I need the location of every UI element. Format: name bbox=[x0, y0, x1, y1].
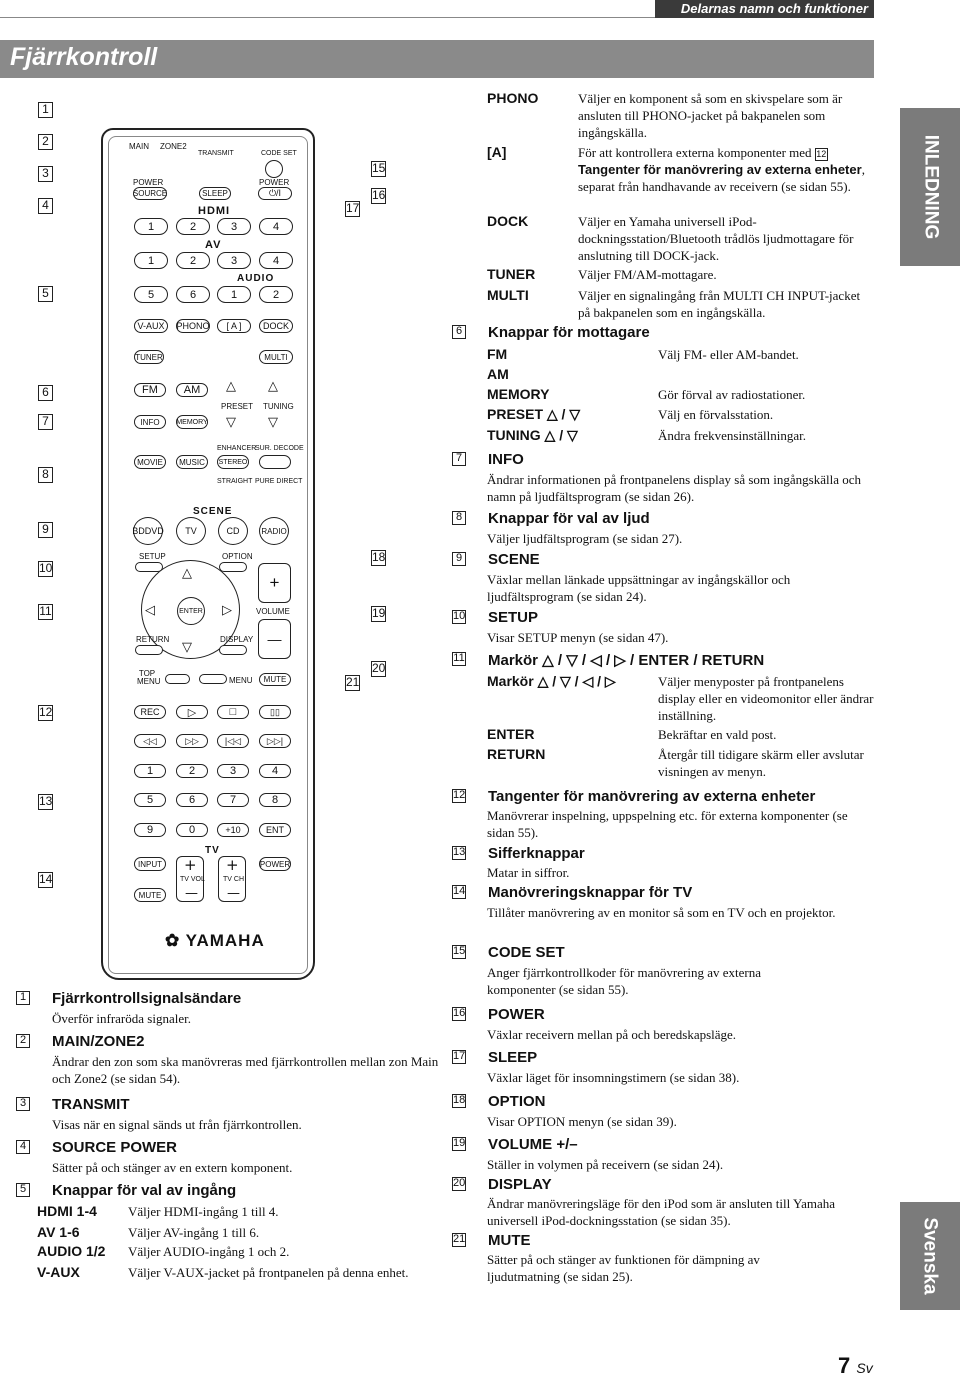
code-set-button[interactable] bbox=[265, 160, 283, 178]
av-label: AV bbox=[205, 239, 222, 251]
cursor-down-icon[interactable]: ▽ bbox=[182, 640, 192, 655]
mute-button[interactable]: MUTE bbox=[259, 673, 291, 686]
cursor-left-icon[interactable]: ◁ bbox=[145, 603, 155, 618]
info-button[interactable]: INFO bbox=[134, 415, 166, 429]
av-6-button[interactable]: 6 bbox=[176, 286, 210, 303]
tuner-button[interactable]: TUNER bbox=[134, 350, 164, 364]
callout-8: 8 bbox=[38, 466, 53, 484]
a-button[interactable]: [ A ] bbox=[217, 319, 251, 333]
dock-row-desc: Väljer en Yamaha universell iPod-dockningsstation/Bluetooth trådlös ljudmottagare för anslutning till DOCK-jack. bbox=[578, 214, 854, 263]
title-band bbox=[0, 40, 874, 78]
enter-row-desc: Bekräftar en vald post. bbox=[658, 727, 777, 742]
power-right-label: POWER bbox=[259, 178, 290, 187]
power-button[interactable]: ⏻/I bbox=[258, 187, 292, 200]
multi-row-label: MULTI bbox=[487, 287, 529, 303]
item-12: 12 Tangenter för manövrering av externa enheter Manövrerar inspelning, uppspelning etc. för externa komponenter (se sidan 55). bbox=[453, 788, 848, 840]
hdmi-4-button[interactable]: 4 bbox=[259, 218, 293, 235]
memory-row-desc: Gör förval av radiostationer. bbox=[658, 387, 806, 402]
item-4: 4 SOURCE POWER Sätter på och stänger av en extern komponent. bbox=[16, 1139, 426, 1179]
hdmi-3-button[interactable]: 3 bbox=[217, 218, 251, 235]
cursor-up-icon[interactable]: △ bbox=[182, 566, 192, 581]
rewind-icon[interactable]: ◁◁ bbox=[134, 734, 166, 748]
item-14: 14 Manövreringsknappar för TV Tillåter manövrering av en monitor så som en TV och en projektor. bbox=[453, 884, 836, 920]
audio-row-desc: Väljer AUDIO-ingång 1 och 2. bbox=[128, 1244, 290, 1259]
callout-20: 20 bbox=[372, 661, 386, 676]
av-3-button[interactable]: 3 bbox=[217, 252, 251, 269]
tv-ch-plus-icon: + bbox=[226, 856, 239, 874]
num-4-button[interactable]: 4 bbox=[259, 764, 291, 778]
am-button[interactable]: AM bbox=[176, 383, 208, 397]
audio-row-label: AUDIO 1/2 bbox=[37, 1243, 106, 1259]
fm-button[interactable]: FM bbox=[134, 383, 166, 397]
av-4-button[interactable]: 4 bbox=[259, 252, 293, 269]
item-19: 19 VOLUME +/– Ställer in volymen på receivern (se sidan 24). bbox=[453, 1136, 724, 1172]
tv-section-label: TV bbox=[205, 845, 220, 856]
callout-5: 5 bbox=[38, 285, 53, 303]
code-set-label: CODE SET bbox=[261, 150, 297, 157]
callout-7: 7 bbox=[38, 413, 53, 431]
num-6-button[interactable]: 6 bbox=[176, 793, 208, 807]
menu-button[interactable] bbox=[199, 674, 227, 684]
item-8: 8 Knappar för val av ljud Väljer ljudfältsprogram (se sidan 27). bbox=[452, 510, 872, 550]
volume-down-button[interactable]: — bbox=[258, 619, 291, 659]
hdmi-label: HDMI bbox=[198, 205, 231, 217]
scene-tv-button[interactable]: TV bbox=[176, 517, 206, 545]
num-2-button[interactable]: 2 bbox=[176, 764, 208, 778]
stop-icon[interactable]: □ bbox=[217, 705, 249, 719]
tv-vol-minus-icon: — bbox=[185, 886, 198, 901]
top-menu-label: TOP MENU bbox=[137, 669, 161, 686]
tuning-label: TUNING bbox=[263, 402, 294, 411]
preset-label: PRESET bbox=[221, 402, 254, 411]
memory-row-label: MEMORY bbox=[487, 386, 550, 402]
cursor-right-icon[interactable]: ▷ bbox=[222, 603, 232, 618]
music-button[interactable]: MUSIC bbox=[176, 455, 208, 469]
tv-ch-label: TV CH bbox=[223, 876, 244, 883]
source-power-button[interactable]: SOURCE bbox=[132, 189, 168, 198]
audio-2-button[interactable]: 2 bbox=[259, 286, 293, 303]
fm-row-label: FM bbox=[487, 346, 508, 362]
fm-row-desc: Välj FM- eller AM-bandet. bbox=[658, 347, 799, 362]
callout-18: 18 bbox=[372, 550, 386, 565]
top-menu-button[interactable] bbox=[165, 674, 190, 684]
skip-forward-icon[interactable]: ▷▷| bbox=[259, 734, 291, 748]
num-3-button[interactable]: 3 bbox=[217, 764, 249, 778]
scene-label: SCENE bbox=[193, 506, 233, 517]
sur-decode-label: SUR. DECODE bbox=[255, 445, 304, 452]
preset-down-icon[interactable]: ▽ bbox=[226, 415, 236, 430]
tv-input-button[interactable]: INPUT bbox=[134, 857, 166, 871]
num-9-button[interactable]: 9 bbox=[134, 823, 166, 837]
scene-bd-dvd-button[interactable]: BD DVD bbox=[133, 517, 163, 545]
tv-power-button[interactable]: POWER bbox=[259, 857, 291, 871]
item-10: 10 SETUP Visar SETUP menyn (se sidan 47). bbox=[453, 609, 669, 645]
page-title: Fjärrkontroll bbox=[10, 43, 158, 71]
av-row-label: AV 1-6 bbox=[37, 1224, 80, 1240]
item-13: 13 Sifferknappar Matar in siffror. bbox=[453, 845, 585, 880]
callout-4: 4 bbox=[38, 197, 53, 215]
num-8-button[interactable]: 8 bbox=[259, 793, 291, 807]
page-number: 7 Sv bbox=[838, 1353, 873, 1378]
volume-up-button[interactable]: + bbox=[258, 563, 291, 603]
tuner-row-desc: Väljer FM/AM-mottagare. bbox=[578, 267, 717, 282]
cursor-row-label: Markör △ / ▽ / ◁ / ▷ bbox=[487, 673, 616, 689]
power-left-label: POWER bbox=[133, 178, 164, 187]
callout-21: 21 bbox=[346, 675, 360, 690]
play-icon[interactable]: ▷ bbox=[176, 705, 208, 719]
zone2-label: ZONE2 bbox=[160, 142, 187, 151]
tuning-row-desc: Ändra frekvensinställningar. bbox=[658, 428, 807, 443]
callout-9: 9 bbox=[38, 521, 53, 539]
multi-row-desc: Väljer en signalingång från MULTI CH INPUT-jacket på bakpanelen som en ingångskälla. bbox=[578, 288, 861, 320]
item-20: 20 DISPLAY Ändrar manövreringsläge för den iPod som är ansluten till Yamaha universell iPod-dockningsstation (se sidan 35). bbox=[453, 1176, 836, 1228]
num-5-button[interactable]: 5 bbox=[134, 793, 166, 807]
callout-16: 16 bbox=[372, 188, 386, 203]
memory-button[interactable]: MEMORY bbox=[176, 415, 208, 429]
dock-row-label: DOCK bbox=[487, 213, 529, 229]
phono-row-label: PHONO bbox=[487, 90, 539, 106]
av-2-button[interactable]: 2 bbox=[176, 252, 210, 269]
enter-button[interactable]: ENTER bbox=[177, 597, 205, 625]
volume-label: VOLUME bbox=[256, 607, 290, 616]
pause-icon[interactable]: ▯▯ bbox=[259, 705, 291, 719]
scene-radio-button[interactable]: RADIO bbox=[259, 517, 289, 545]
vaux-row-desc: Väljer V-AUX-jacket på frontpanelen på denna enhet. bbox=[128, 1265, 409, 1280]
item-9: 9 SCENE Växlar mellan länkade uppsättningar av ingångskällor och ljudfältsprogram (se sidan 24). bbox=[452, 551, 872, 609]
option-button[interactable] bbox=[219, 562, 247, 572]
item-7: 7 INFO Ändrar informationen på frontpanelens display så som ingångskälla och namn på ljudfältsprogram (se sidan 26). bbox=[452, 451, 872, 509]
callout-3: 3 bbox=[38, 165, 53, 183]
item-6: 6 Knappar för mottagare bbox=[452, 324, 872, 344]
callout-2: 2 bbox=[38, 133, 53, 151]
callout-15: 15 bbox=[372, 161, 386, 176]
return-label: RETURN bbox=[136, 635, 170, 644]
multi-button[interactable]: MULTI bbox=[259, 350, 293, 364]
transmit-label: TRANSMIT bbox=[198, 150, 234, 157]
item-15: 15 CODE SET Anger fjärrkontrollkoder för manövrering av externa komponenter (se sidan 55). bbox=[453, 944, 761, 997]
callout-17: 17 bbox=[346, 201, 360, 216]
item-2: 2 MAIN/ZONE2 Ändrar den zon som ska manövreras med fjärrkontrollen mellan zon Main och Zone2 (se sidan 54). bbox=[16, 1033, 426, 1093]
av-5-button[interactable]: 5 bbox=[134, 286, 168, 303]
movie-button[interactable]: MOVIE bbox=[134, 455, 166, 469]
item-18: 18 OPTION Visar OPTION menyn (se sidan 39). bbox=[453, 1093, 677, 1129]
hdmi-row-label: HDMI 1-4 bbox=[37, 1203, 97, 1219]
callout-13: 13 bbox=[39, 794, 53, 809]
tab-inledning: INLEDNING bbox=[900, 108, 960, 266]
cursor-row-desc: Väljer menyposter på frontpanelens display eller en videomonitor eller ändrar inställning. bbox=[658, 674, 874, 723]
return-button[interactable] bbox=[135, 645, 163, 655]
vaux-row-label: V-AUX bbox=[37, 1264, 80, 1280]
preset-up-icon[interactable]: △ bbox=[226, 379, 236, 394]
rec-button[interactable]: REC bbox=[134, 705, 166, 719]
item-3: 3 TRANSMIT Visas när en signal sänds ut från fjärrkontrollen. bbox=[16, 1096, 426, 1136]
item-17: 17 SLEEP Växlar läget för insomningstimern (se sidan 38). bbox=[453, 1049, 740, 1085]
vaux-button[interactable]: V-AUX bbox=[134, 319, 168, 333]
section-tag: Delarnas namn och funktioner bbox=[655, 0, 874, 18]
audio-label: AUDIO bbox=[237, 273, 275, 284]
fast-forward-icon[interactable]: ▷▷ bbox=[176, 734, 208, 748]
tv-ch-minus-icon: — bbox=[227, 886, 240, 901]
stereo-button[interactable]: STEREO bbox=[217, 455, 249, 469]
av-row-desc: Väljer AV-ingång 1 till 6. bbox=[128, 1225, 260, 1240]
tuner-row-label: TUNER bbox=[487, 266, 536, 282]
num-plus10-button[interactable]: +10 bbox=[217, 823, 249, 837]
callout-10: 10 bbox=[39, 561, 53, 576]
num-1-button[interactable]: 1 bbox=[134, 764, 166, 778]
setup-label: SETUP bbox=[139, 552, 166, 561]
hdmi-row-desc: Väljer HDMI-ingång 1 till 4. bbox=[128, 1204, 279, 1219]
av-1-button[interactable]: 1 bbox=[134, 252, 168, 269]
phono-row-desc: Väljer en komponent så som en skivspelare som är ansluten till PHONO-jacket på bakpanelen som ingångskälla. bbox=[578, 91, 843, 140]
item-16: 16 POWER Växlar receivern mellan på och beredskapsläge. bbox=[453, 1006, 737, 1042]
straight-label: STRAIGHT bbox=[217, 478, 253, 485]
dock-button[interactable]: DOCK bbox=[259, 319, 293, 333]
skip-back-icon[interactable]: |◁◁ bbox=[217, 734, 249, 748]
audio-1-button[interactable]: 1 bbox=[217, 286, 251, 303]
item-11: 11 Markör △ / ▽ / ◁ / ▷ / ENTER / RETURN bbox=[453, 652, 765, 669]
tab-svenska: Svenska bbox=[900, 1202, 960, 1310]
return-row-label: RETURN bbox=[487, 746, 546, 762]
enter-row-label: ENTER bbox=[487, 726, 535, 742]
callout-12: 12 bbox=[39, 705, 53, 720]
main-label: MAIN bbox=[129, 142, 149, 151]
menu-label: MENU bbox=[229, 676, 253, 685]
preset-row-desc: Välj en förvalsstation. bbox=[658, 407, 774, 422]
callout-11: 11 bbox=[39, 604, 52, 619]
tv-mute-button[interactable]: MUTE bbox=[134, 888, 166, 902]
tuning-up-icon[interactable]: △ bbox=[268, 379, 278, 394]
yamaha-logo: ✿ YAMAHA bbox=[165, 931, 265, 950]
scene-cd-button[interactable]: CD bbox=[218, 517, 248, 545]
option-label: OPTION bbox=[222, 552, 253, 561]
preset-row-label: PRESET △ / ▽ bbox=[487, 406, 581, 422]
phono-button[interactable]: PHONO bbox=[176, 321, 210, 331]
callout-14: 14 bbox=[39, 872, 53, 887]
return-row-desc: Återgår till tidigare skärm eller avslutar visningen av menyn. bbox=[658, 747, 864, 779]
am-row-label: AM bbox=[487, 366, 509, 382]
a-row-desc: För att kontrollera externa komponenter med 12Tangenter för manövrering av externa enheter, separat från handhavande av receivern (se sidan 55). bbox=[578, 145, 865, 194]
item-21: 21 MUTE Sätter på och stänger av funktionen för dämpning av ljudutmatning (se sidan 25). bbox=[453, 1232, 760, 1284]
tuning-down-icon[interactable]: ▽ bbox=[268, 415, 278, 430]
sleep-button[interactable]: SLEEP bbox=[199, 187, 231, 200]
display-label: DISPLAY bbox=[220, 635, 254, 644]
tv-vol-plus-icon: + bbox=[184, 856, 197, 874]
enhancer-label: ENHANCER bbox=[217, 445, 257, 452]
callout-6: 6 bbox=[38, 384, 53, 402]
callout-19: 19 bbox=[372, 606, 386, 621]
a-row-label: [A] bbox=[487, 144, 507, 160]
tv-vol-label: TV VOL bbox=[180, 876, 205, 883]
pure-direct-label: PURE DIRECT bbox=[255, 478, 303, 485]
display-button[interactable] bbox=[219, 645, 247, 655]
hdmi-2-button[interactable]: 2 bbox=[176, 218, 210, 235]
num-0-button[interactable]: 0 bbox=[176, 823, 208, 837]
callout-1: 1 bbox=[38, 101, 53, 119]
enhancer-sur-button[interactable] bbox=[259, 455, 291, 469]
num-7-button[interactable]: 7 bbox=[217, 793, 249, 807]
num-ent-button[interactable]: ENT bbox=[259, 823, 291, 837]
item-1: 1 Fjärrkontrollsignalsändare Överför infraröda signaler. bbox=[16, 990, 426, 1030]
item-5: 5 Knappar för val av ingång bbox=[16, 1182, 426, 1202]
hdmi-1-button[interactable]: 1 bbox=[134, 218, 168, 235]
tuning-row-label: TUNING △ / ▽ bbox=[487, 427, 578, 443]
